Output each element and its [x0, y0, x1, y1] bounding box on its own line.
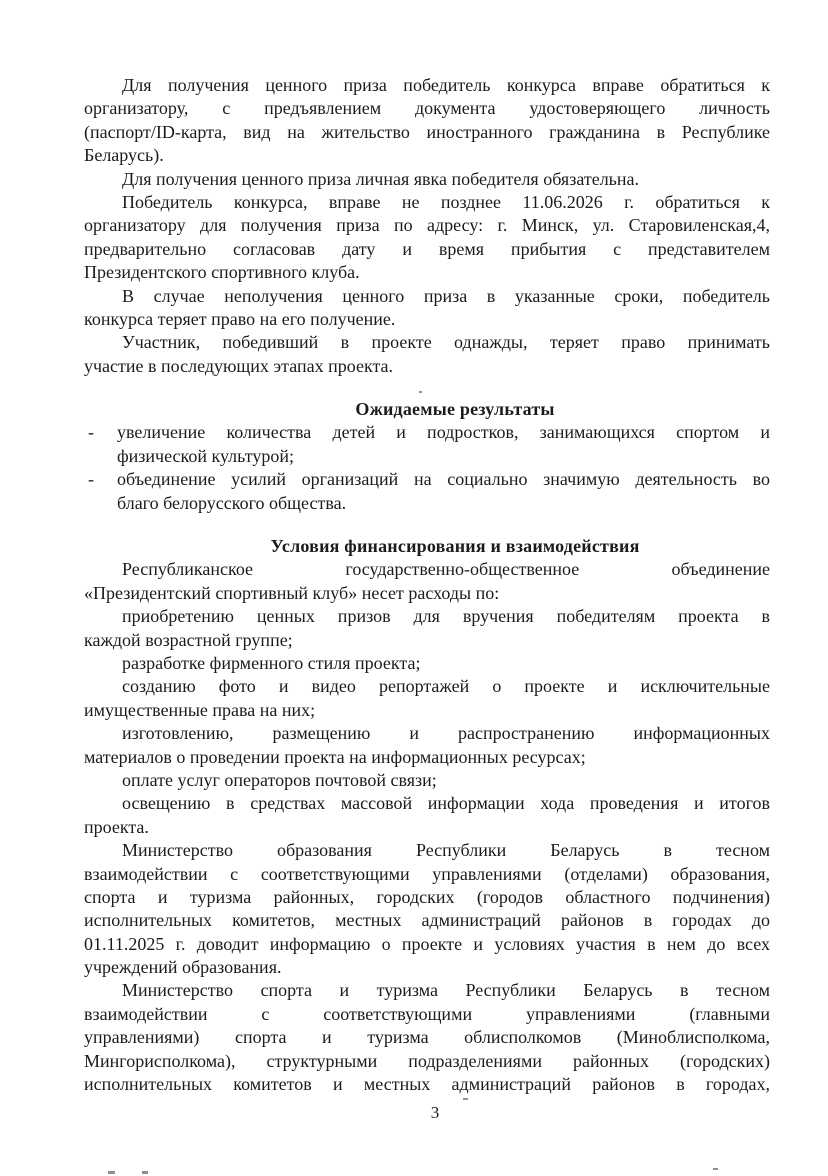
text-line: Для получения ценного приза победитель конкурса вправе обратиться к [122, 75, 770, 95]
text-line: Министерство образования Республики Беларусь в тесном [122, 840, 770, 861]
paragraph [84, 285, 770, 332]
document-body [84, 74, 770, 1096]
text-line: Министерство спорта и туризма Республики Беларусь в тесном [122, 980, 770, 1001]
paragraph [84, 979, 770, 1096]
paragraph [84, 792, 770, 839]
text-line: исполнительных комитетов и местных администраций районов в городах, [84, 1074, 770, 1095]
text-line: организатору, с предъявлением документа удостоверяющего личность [84, 98, 770, 119]
scan-speck [419, 391, 422, 393]
scan-speck [463, 1098, 468, 1100]
paragraph [84, 331, 770, 378]
text-line: созданию фото и видео репортажей о проекте и исключительные [122, 676, 770, 697]
paragraph [84, 675, 770, 722]
text-line: управлениями) спорта и туризма облисполкомов (Миноблисполкома, [84, 1027, 770, 1048]
text-line: приобретению ценных призов для вручения победителям проекта в [122, 606, 770, 627]
text-line: взаимодействии с соответствующими управлениями (главными [84, 1003, 770, 1024]
scan-speck [108, 1171, 115, 1174]
text-line: Республиканское государственно-общественное объединение [122, 559, 770, 580]
text-line: изготовлению, размещению и распространению информационных [122, 723, 770, 744]
paragraph [84, 74, 770, 168]
paragraph [84, 652, 770, 675]
text-line: разработке фирменного стиля проекта; [122, 652, 421, 673]
text-line: Для получения ценного приза личная явка победителя обязательна. [122, 168, 640, 189]
text-line: оплате услуг операторов почтовой связи; [122, 769, 437, 790]
paragraph [84, 191, 770, 285]
bullet-item [84, 421, 770, 468]
text-line: «Президентский спортивный клуб» несет расходы по: [84, 582, 500, 603]
text-line: проекта. [84, 816, 149, 837]
text-line: физической культурой; [117, 445, 294, 466]
bullet-dash-icon: - [88, 422, 94, 443]
text-line: объединение усилий организаций на социально значимую деятельность во [117, 469, 770, 490]
paragraph [84, 605, 770, 652]
text-line: учреждений образования. [84, 957, 282, 978]
text-line: Победитель конкурса, вправе не позднее 11.06.2026 г. обратиться к [122, 191, 770, 212]
heading-text: Ожидаемые результаты [355, 399, 555, 420]
text-line: материалов о проведении проекта на информационных ресурсах; [84, 746, 586, 767]
paragraph [84, 168, 770, 191]
text-line: В случае неполучения ценного приза в указанные сроки, победитель [122, 285, 770, 306]
scan-speck [142, 1171, 148, 1174]
paragraph [84, 769, 770, 792]
paragraph [84, 722, 770, 769]
text-line: каждой возрастной группе; [84, 629, 293, 650]
text-line: (паспорт/ID-карта, вид на жительство иностранного гражданина в Республике [84, 121, 770, 142]
section-heading [84, 398, 770, 421]
bullet-item [84, 468, 770, 515]
text-line: увеличение количества детей и подростков, занимающихся спортом и [117, 422, 770, 443]
text-line: Президентского спортивного клуба. [84, 262, 360, 283]
section-heading [84, 535, 770, 558]
page-number: 3 [430, 1103, 440, 1122]
text-line: благо белорусского общества. [117, 492, 347, 513]
text-line: исполнительных комитетов, местных администраций районов в городах до [84, 910, 770, 931]
text-line: освещению в средствах массовой информации хода проведения и итогов [122, 793, 770, 814]
paragraph [84, 839, 770, 979]
text-line: Мингорисполкома), структурными подразделениями районных (городских) [84, 1050, 770, 1071]
paragraph [84, 558, 770, 605]
scan-speck [713, 1168, 718, 1170]
text-line: Участник, победивший в проекте однажды, теряет право принимать [122, 332, 770, 353]
text-line: взаимодействии с соответствующими управлениями (отделами) образования, [84, 863, 770, 884]
text-line: спорта и туризма районных, городских (городов областного подчинения) [84, 886, 770, 907]
text-line: 01.11.2025 г. доводит информацию о проекте и условиях участия в нем до всех [84, 933, 770, 954]
text-line: конкурса теряет право на его получение. [84, 308, 396, 329]
bullet-dash-icon: - [88, 469, 94, 490]
text-line: предварительно согласовав дату и время прибытия с представителем [84, 238, 770, 259]
text-line: Беларусь). [84, 145, 164, 166]
heading-text: Условия финансирования и взаимодействия [270, 536, 640, 557]
text-line: организатору для получения приза по адресу: г. Минск, ул. Старовиленская,4, [84, 215, 770, 236]
text-line: имущественные права на них; [84, 699, 316, 720]
text-line: участие в последующих этапах проекта. [84, 355, 394, 376]
